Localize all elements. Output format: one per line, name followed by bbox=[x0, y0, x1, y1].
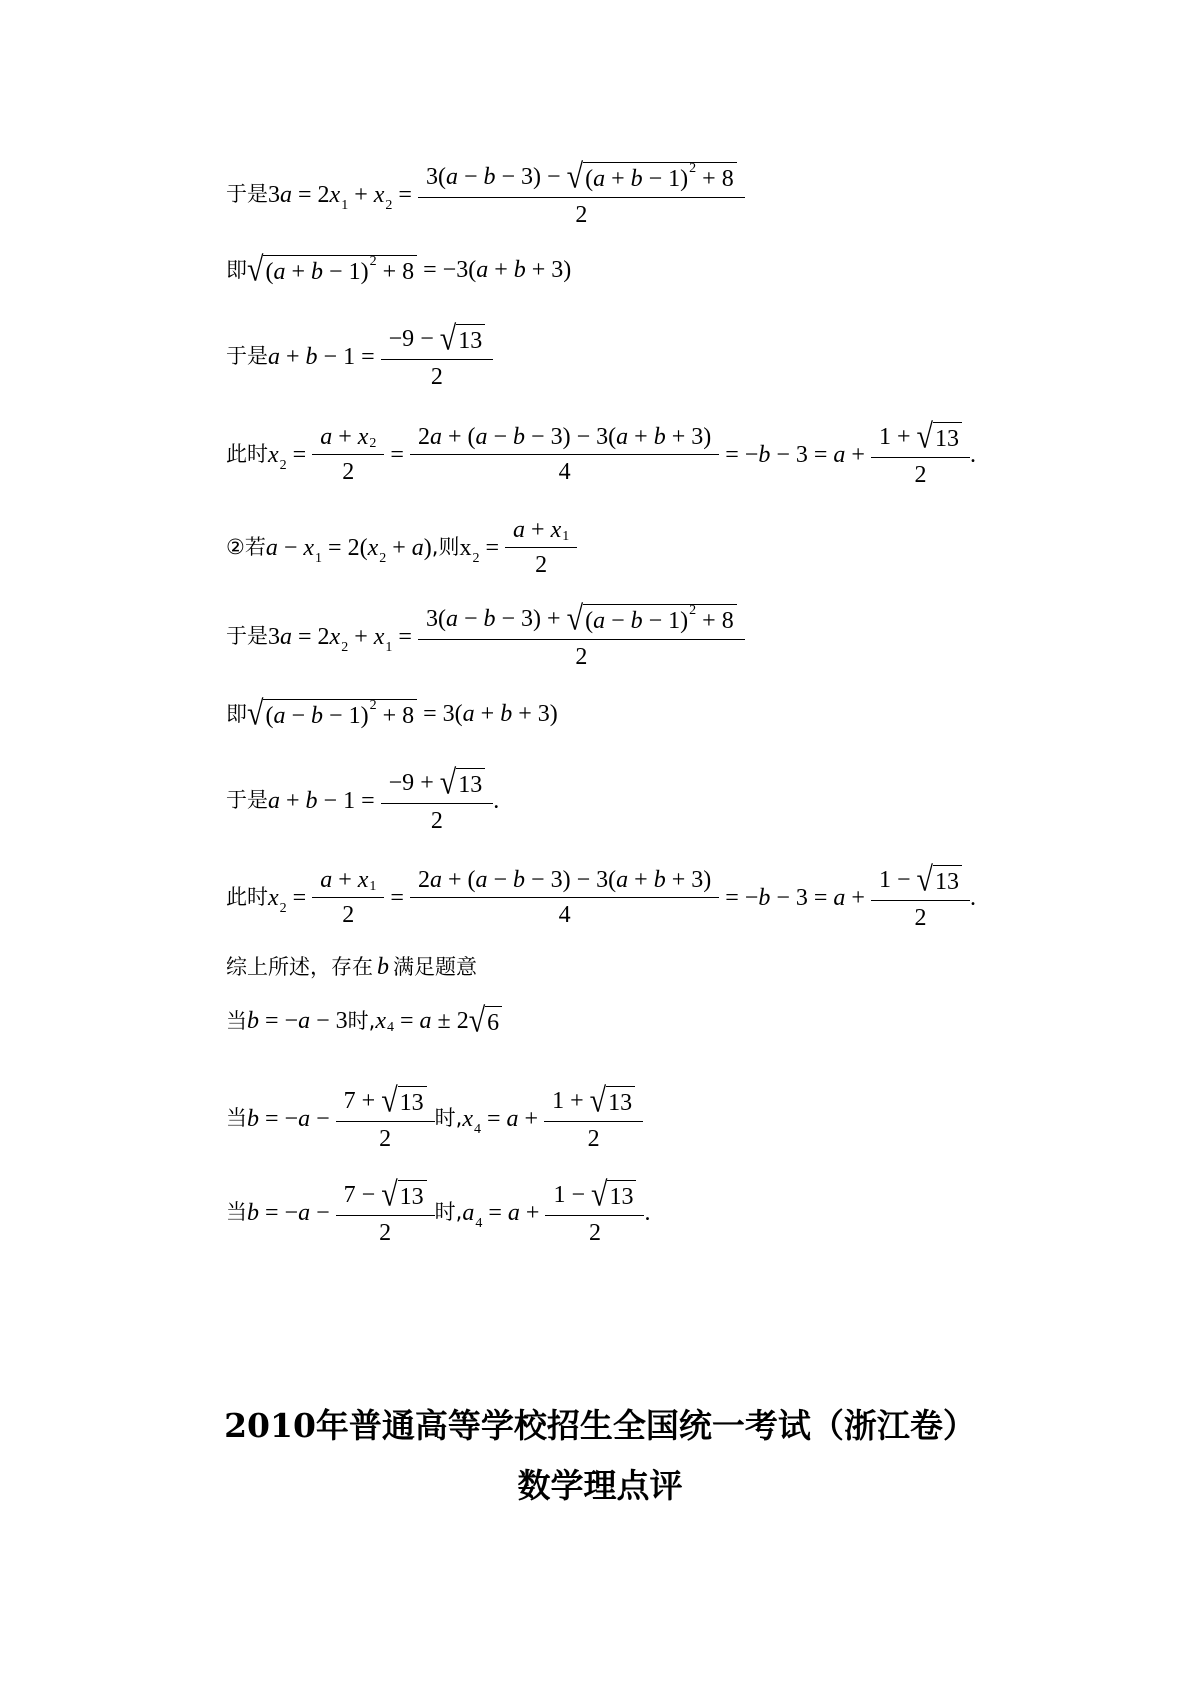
fraction: a + x 1 2 bbox=[509, 518, 573, 577]
text-manzu: 满足题意 bbox=[393, 954, 477, 979]
text-yushi: 于是 bbox=[226, 344, 268, 368]
eq-line-7 bbox=[226, 694, 558, 733]
math-expr: b = −a − bbox=[247, 1105, 330, 1132]
math-expr: b = −a − bbox=[247, 1199, 330, 1226]
math-expr: $a_4 = a$ + bbox=[462, 1199, 540, 1231]
text-dang: 当 bbox=[226, 1008, 247, 1033]
text-ze: ,则 bbox=[431, 535, 460, 559]
eq-line-12 bbox=[226, 1081, 643, 1152]
fraction: 3( a − b − 3) − √ ( a + b − 1) 2 + 8 2 bbox=[422, 162, 741, 227]
text-yushi: 于是 bbox=[226, 182, 268, 206]
math-expr: a + b − 1 = bbox=[268, 343, 375, 370]
fraction: 1 + √ 13 2 bbox=[875, 422, 966, 487]
fraction: −9 − √ 13 2 bbox=[385, 324, 490, 389]
eq-line-1 bbox=[226, 157, 745, 228]
eq-line-9: 此时 $x_2$ = a + x 1 2 = 2 a + ( a − b − 3) − 3( a + b + 3) 4 = − b − 3 = a + 1 − √ 13 2 . bbox=[226, 860, 976, 931]
math-expr: $3a = 2x_1 + x_2$ = bbox=[268, 181, 412, 213]
math-var: b bbox=[377, 954, 389, 980]
text-cishi: 此时 bbox=[226, 885, 268, 909]
math-expr: a + b − 1 = bbox=[268, 787, 375, 814]
fraction: −9 + √ 13 2 bbox=[385, 768, 490, 833]
text-ruo: ②若 bbox=[226, 535, 266, 559]
text-ji: 即 bbox=[226, 701, 247, 726]
eq-line-2 bbox=[226, 250, 572, 289]
math-expr: x 4 = a ± 2 √ 6 bbox=[375, 1006, 502, 1036]
eq-line-5 bbox=[226, 518, 577, 577]
fraction: 1 − √ 13 2 bbox=[875, 865, 966, 930]
math-expr: √ ( a − b − 1) 2 + 8 = 3( a + b + 3) bbox=[247, 694, 558, 733]
math-expr: $x_2$ = bbox=[268, 441, 307, 473]
doc-title: 2010年普通高等学校招生全国统一考试（浙江卷） bbox=[224, 1406, 976, 1445]
fraction: 7 + √ 13 2 bbox=[340, 1086, 431, 1151]
eq-line-3 bbox=[226, 319, 493, 390]
text-ji: 即 bbox=[226, 257, 247, 282]
eq-line-8: 于是 a + b − 1 = −9 + √ 13 2 . bbox=[226, 763, 500, 834]
fraction: 1 + √ 13 2 bbox=[548, 1086, 639, 1151]
math-expr: $x_2$ = bbox=[268, 884, 307, 916]
eq-line-13: 当 b = −a − 7 − √ 13 2 时, $a_4 = a$ + 1 − √ 13 2 . bbox=[226, 1175, 651, 1246]
fraction: 1 − √ 13 2 bbox=[549, 1180, 640, 1245]
fraction: a + x 1 2 bbox=[316, 868, 380, 927]
fraction: 3( a − b − 3) + √ ( a − b − 1) 2 + 8 2 bbox=[422, 604, 741, 669]
math-expr: $a - x_1 = 2(x_2 + a)$ bbox=[265, 534, 432, 566]
text-dang: 当 bbox=[226, 1200, 247, 1224]
text-yushi: 于是 bbox=[226, 788, 268, 812]
fraction: a + x 2 2 bbox=[316, 425, 380, 484]
eq-line-11 bbox=[226, 1001, 502, 1040]
math-expr: √ ( a + b − 1) 2 + 8 = −3( a + b + 3) bbox=[247, 250, 572, 289]
text-shi: 时, bbox=[347, 1008, 376, 1033]
eq-line-10 bbox=[226, 955, 477, 979]
fraction: 2 a + ( a − b − 3) − 3( a + b + 3) 4 bbox=[414, 425, 715, 484]
eq-line-4: 此时 $x_2$ = a + x 2 2 = 2 a + ( a − b − 3) − 3( a + b + 3) 4 = − b − 3 = a + 1 + √ 13 2 . bbox=[226, 417, 976, 488]
math-expr: $x_2$ = bbox=[459, 534, 500, 566]
text-cishi: 此时 bbox=[226, 442, 268, 466]
doc-subtitle: 数学理点评 bbox=[517, 1466, 683, 1505]
fraction: 7 − √ 13 2 bbox=[340, 1180, 431, 1245]
text-shi: 时, bbox=[434, 1106, 463, 1130]
eq-line-6 bbox=[226, 599, 745, 670]
text-zongshang: 综上所述，存在 bbox=[226, 954, 373, 979]
text-shi: 时, bbox=[434, 1200, 463, 1224]
fraction: 2 a + ( a − b − 3) − 3( a + b + 3) 4 bbox=[414, 868, 715, 927]
text-dang: 当 bbox=[226, 1106, 247, 1130]
math-expr: $3a = 2x_2 + x_1$ = bbox=[268, 623, 412, 655]
math-expr: $x_4 = a$ + bbox=[462, 1105, 539, 1137]
math-expr: b = −a − 3 bbox=[247, 1008, 348, 1034]
text-yushi: 于是 bbox=[226, 624, 268, 648]
